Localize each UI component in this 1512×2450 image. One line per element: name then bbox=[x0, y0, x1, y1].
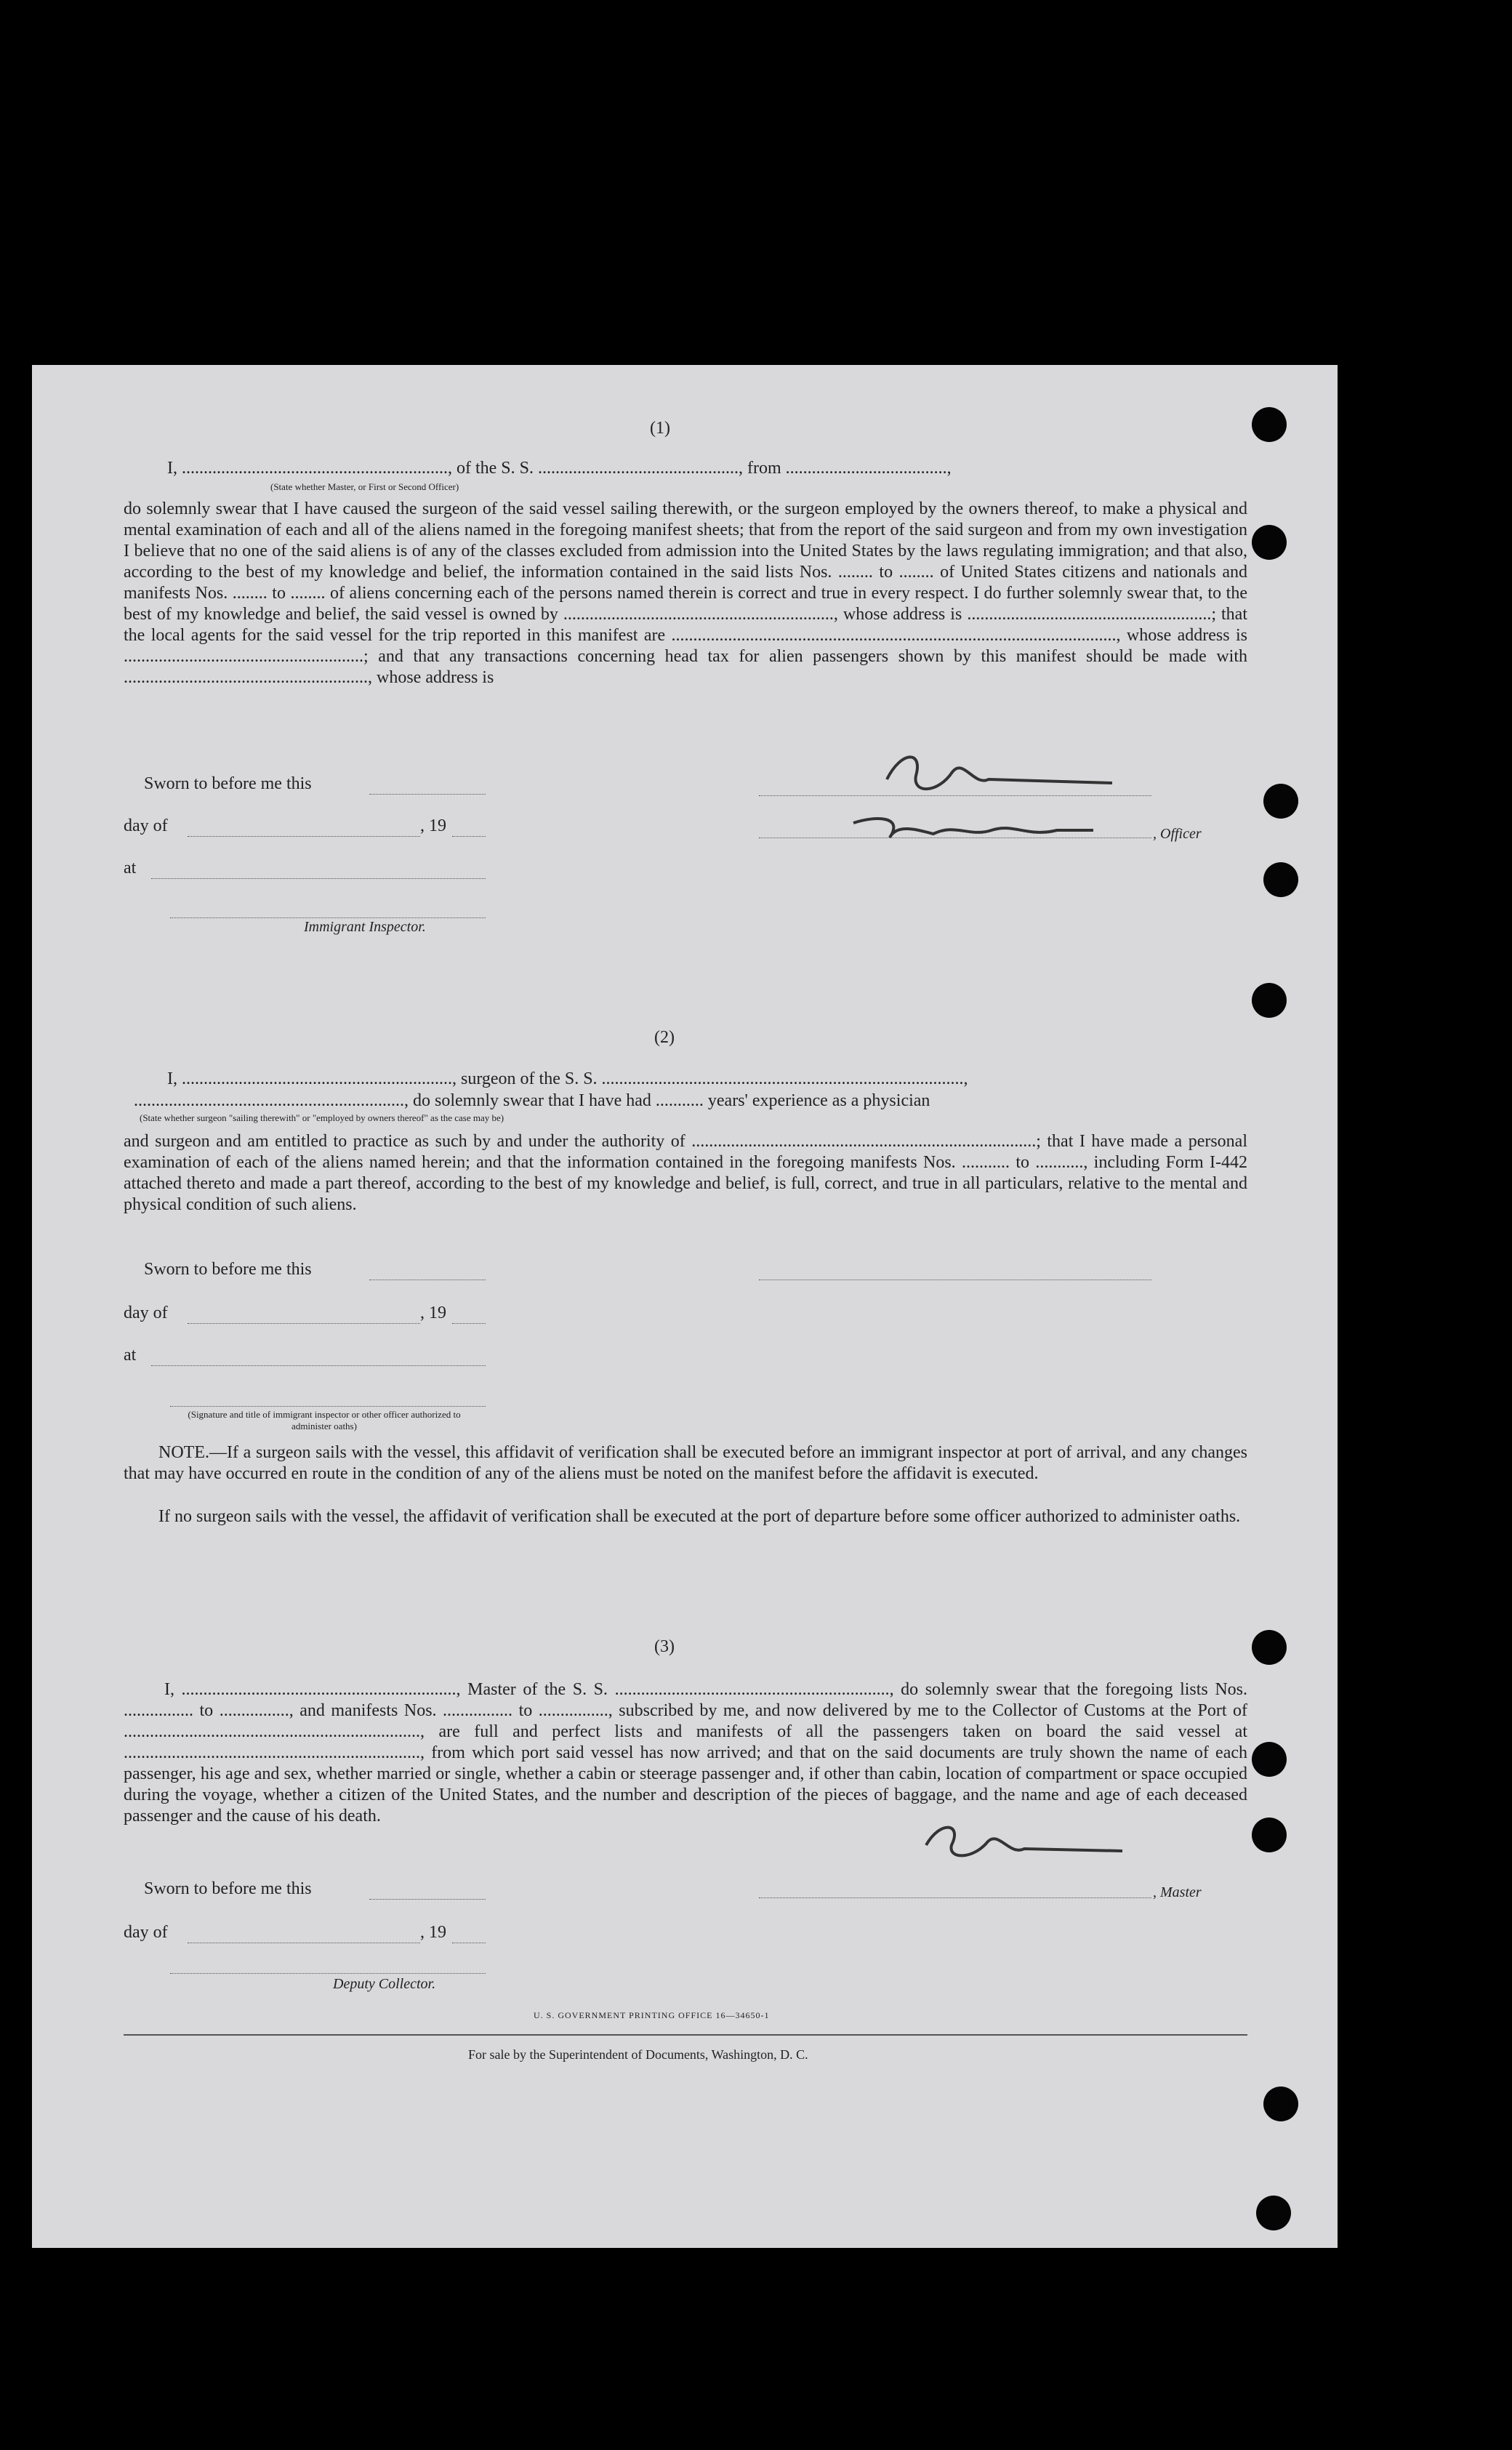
section-1-heading: (1) bbox=[650, 419, 670, 438]
binder-hole bbox=[1252, 525, 1287, 560]
binder-hole bbox=[1263, 2086, 1298, 2121]
section-3-year-label: , 19 bbox=[420, 1923, 446, 1942]
section-3-sworn-label: Sworn to before me this bbox=[144, 1879, 312, 1898]
collector-caption: Deputy Collector. bbox=[333, 1976, 436, 1992]
section-2-year-label: , 19 bbox=[420, 1304, 446, 1322]
sworn-date-line[interactable] bbox=[369, 1899, 486, 1900]
officer-caption: , Officer bbox=[1153, 826, 1202, 842]
section-2-note-1: NOTE.—If a surgeon sails with the vessel, this affidavit of verification shall be executed before an immigrant inspector at port of arrival, and any changes that may have occurred en route in the condition of any of the aliens must be noted on the manifest before the affidavit is executed. bbox=[124, 1443, 1247, 1483]
handwritten-title-signature bbox=[846, 801, 1108, 852]
day-line[interactable] bbox=[188, 1323, 420, 1324]
section-3-day-label: day of bbox=[124, 1923, 168, 1942]
binder-hole bbox=[1252, 1818, 1287, 1852]
section-2-signature-caption: (Signature and title of immigrant inspector or other officer authorized to administer oaths) bbox=[188, 1409, 461, 1431]
section-1-year-label: , 19 bbox=[420, 816, 446, 835]
section-2-sworn-label: Sworn to before me this bbox=[144, 1260, 312, 1279]
handwritten-master-signature bbox=[919, 1816, 1137, 1867]
printer-imprint: U. S. GOVERNMENT PRINTING OFFICE 16—34650-1 bbox=[534, 2010, 770, 2020]
section-2-paragraph: and surgeon and am entitled to practice as such by and under the authority of ...............................................................................; that I have made a personal examination of each of the aliens named herein; and that the information contained in the foregoing manifests Nos. ........... to ..........., including Form I-442 attached thereto and made a part thereof, according to the best of my knowledge and belief, is full, correct, and true in all particulars, relative to the mental and physical condition of such aliens. bbox=[124, 1132, 1247, 1214]
section-2-heading: (2) bbox=[654, 1028, 675, 1047]
at-line[interactable] bbox=[151, 1365, 486, 1366]
sworn-date-line[interactable] bbox=[369, 794, 486, 795]
section-2-day-label: day of bbox=[124, 1304, 168, 1322]
manifest-affidavit-page bbox=[32, 365, 1338, 2248]
binder-hole bbox=[1252, 983, 1287, 1018]
sale-notice: For sale by the Superintendent of Documents, Washington, D. C. bbox=[468, 2047, 808, 2062]
binder-hole bbox=[1263, 862, 1298, 897]
section-1-caption: (State whether Master, or First or Second Officer) bbox=[270, 481, 459, 492]
inspector-line[interactable] bbox=[170, 917, 486, 918]
section-2-at-label: at bbox=[124, 1346, 137, 1365]
binder-hole bbox=[1256, 2196, 1291, 2230]
section-1-at-label: at bbox=[124, 859, 137, 877]
binder-hole bbox=[1252, 1742, 1287, 1777]
section-2-caption: (State whether surgeon "sailing therewith" or "employed by owners thereof" as the case may be) bbox=[140, 1112, 504, 1123]
binder-hole bbox=[1263, 784, 1298, 819]
at-line[interactable] bbox=[151, 878, 486, 879]
section-1-paragraph: do solemnly swear that I have caused the surgeon of the said vessel sailing therewith, or the surgeon employed by the owners thereof, to make a physical and mental examination of each and all of the aliens named in the foregoing manifest sheets; that from the report of the said surgeon and from my own investigation I believe that no one of the said aliens is of any of the classes excluded from admission into the United States by the laws regulating immigration; and that also, according to the best of my knowledge and belief, the information contained in the said lists Nos. ........ to ........ of United States citizens and nationals and manifests Nos. ........ to ........ of aliens concerning each of the persons named therein is correct and true in every respect. I do further solemnly swear that, to the best of my knowledge and belief, the said vessel is owned by .............................................................., whose address is ........................................................; that the local agents for the said vessel for the trip reported in this manifest are ......................................................................................................, whose address is .......................................................; and that any transactions concerning head tax for alien passengers shown by this manifest should be made with ........................................................, whose address is bbox=[124, 499, 1247, 687]
section-1-day-label: day of bbox=[124, 816, 168, 835]
footer-rule bbox=[124, 2034, 1247, 2036]
section-2-swear-line: .............................................................., do solemnly swear that I have had ........... years' experience as a physician bbox=[134, 1091, 930, 1110]
handwritten-signature bbox=[880, 743, 1127, 801]
section-3-paragraph: I, ..............................................................., Master of the S. S. ..............................................................., do solemnly swear that the foregoing lists Nos. ................ to ................, and manifests Nos. ................ to ................, subscribed by me, and now delivered by me to the Collector of Customs at the Port of ...................................................................., are full and perfect lists and manifests of all the passengers taken on board the said vessel at ...................................................................., from which port said vessel has now arrived; and that on the said documents are truly shown the name of each passenger, his age and sex, whether married or single, whether a cabin or steerage passenger and, if other than cabin, location of compartment or space occupied during the voyage, whether a citizen of the United States, and the number and description of the pieces of baggage, and the name and age of each deceased passenger and the cause of his death. bbox=[124, 1680, 1247, 1826]
section-2-oath-line: I, .............................................................., surgeon of the S. S. ..................................................................................., bbox=[167, 1069, 968, 1088]
master-caption: , Master bbox=[1153, 1884, 1202, 1900]
collector-signature-line[interactable] bbox=[170, 1973, 486, 1974]
binder-hole bbox=[1252, 1630, 1287, 1665]
officer-signature-line[interactable] bbox=[170, 1406, 486, 1407]
inspector-caption: Immigrant Inspector. bbox=[304, 919, 426, 935]
year-line[interactable] bbox=[452, 1323, 486, 1324]
binder-hole bbox=[1252, 407, 1287, 442]
master-signature-line[interactable] bbox=[759, 1897, 1151, 1898]
year-line[interactable] bbox=[452, 836, 486, 837]
section-1-oath-line: I, ............................................................., of the S. S. .............................................., from ....................................., bbox=[167, 459, 952, 478]
section-2-note-2: If no surgeon sails with the vessel, the affidavit of verification shall be executed at the port of departure before some officer authorized to administer oaths. bbox=[158, 1507, 1241, 1526]
section-3-heading: (3) bbox=[654, 1637, 675, 1656]
section-1-sworn-label: Sworn to before me this bbox=[144, 774, 312, 793]
day-line[interactable] bbox=[188, 836, 420, 837]
